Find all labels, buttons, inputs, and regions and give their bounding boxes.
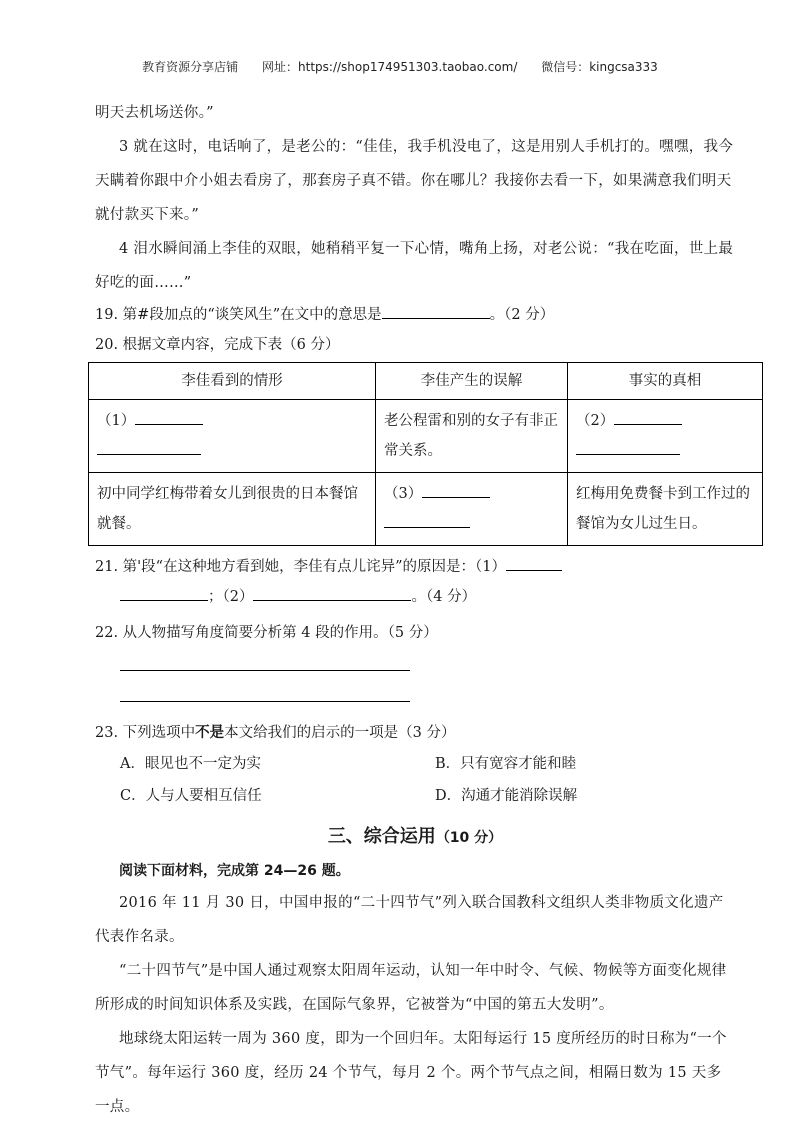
wechat-id: 微信号：kingcsa333 <box>541 60 658 74</box>
answer-blank[interactable] <box>253 586 411 601</box>
answer-blank[interactable] <box>382 304 490 319</box>
table-header: 李佳看到的情形 <box>89 363 376 400</box>
answer-blank[interactable] <box>97 440 201 455</box>
table-cell: 红梅用免费餐卡到工作过的餐馆为女儿过生日。 <box>568 473 763 546</box>
table-header: 李佳产生的误解 <box>376 363 568 400</box>
option-d[interactable]: D．沟通才能消除误解 <box>435 788 578 804</box>
option-c[interactable]: C．人与人要相互信任 <box>120 788 262 804</box>
question-20-table <box>88 362 763 546</box>
section-instruction: 阅读下面材料，完成第 24—26 题。 <box>119 863 350 879</box>
answer-blank[interactable] <box>576 440 680 455</box>
paragraph-4: 4 泪水瞬间涌上李佳的双眼，她稍稍平复一下心情，嘴角上扬，对老公说：“我在吃面，世上最好吃的面……” <box>95 241 734 291</box>
answer-line[interactable] <box>120 679 410 702</box>
material-paragraph: 2016 年 11 月 30 日，中国申报的“二十四节气”列入联合国教科文组织人类非物质文化遗产代表作名录。 <box>95 895 724 945</box>
answer-blank[interactable] <box>135 410 203 425</box>
table-cell: （3） <box>376 473 568 546</box>
material-paragraph: 地球绕太阳运转一周为 360 度，即为一个回归年。太阳每运行 15 度所经历的时日称为“一个节气”。每年运行 360 度，经历 24 个节气，每月 2 个。两个节气点之间，相隔日数为 15 天多一点。 <box>95 1031 727 1115</box>
material-paragraph: “二十四节气”是中国人通过观察太阳周年运动，认知一年中时令、气候、物候等方面变化规律所形成的时间知识体系及实践，在国际气象界，它被誉为“中国的第五大发明”。 <box>95 963 727 1013</box>
shop-name: 教育资源分享店铺 <box>142 60 239 74</box>
question-21: 21. 第'段“在这种地方看到她，李佳有点儿诧异”的原因是：（1） <box>95 552 735 582</box>
table-cell: （2） <box>568 400 763 473</box>
answer-line[interactable] <box>120 648 410 671</box>
options-row <box>95 780 735 812</box>
answer-blank[interactable] <box>384 513 470 528</box>
option-b[interactable]: B．只有宽容才能和睦 <box>435 756 577 772</box>
document-body <box>95 96 750 1124</box>
answer-blank[interactable] <box>614 410 682 425</box>
table-cell: 老公程雷和别的女子有非正常关系。 <box>376 400 568 473</box>
paragraph-continued: 明天去机场送你。” <box>95 105 214 121</box>
option-a[interactable]: A．眼见也不一定为实 <box>120 756 261 772</box>
question-20: 20. 根据文章内容，完成下表（6 分） <box>95 337 340 353</box>
paragraph-3: 3 就在这时，电话响了，是老公的：“佳佳，我手机没电了，这是用别人手机打的。嘿嘿，我今天瞒着你跟中介小姐去看房了，那套房子真不错。你在哪儿？我接你去看一下，如果满意我们明天就付款买下来。” <box>95 139 734 223</box>
options-row <box>95 748 735 780</box>
question-19: 19. 第#段加点的“谈笑风生”在文中的意思是 。（2 分） <box>95 300 735 330</box>
question-23: 23. 下列选项中不是本文给我们的启示的一项是（3 分） <box>95 725 456 741</box>
page-header <box>0 58 800 75</box>
question-22: 22. 从人物描写角度简要分析第 4 段的作用。（5 分） <box>95 625 438 641</box>
section-title: 三、综合运用（10 分） <box>327 826 503 847</box>
answer-blank[interactable] <box>120 586 208 601</box>
answer-blank[interactable] <box>422 483 490 498</box>
table-cell: 初中同学红梅带着女儿到很贵的日本餐馆就餐。 <box>89 473 376 546</box>
shop-url: 网址：https://shop174951303.taobao.com/ <box>262 60 518 74</box>
table-cell: （1） <box>89 400 376 473</box>
question-21-cont: ；（2） 。（4 分） <box>95 582 735 612</box>
table-header: 事实的真相 <box>568 363 763 400</box>
answer-blank[interactable] <box>506 556 562 571</box>
